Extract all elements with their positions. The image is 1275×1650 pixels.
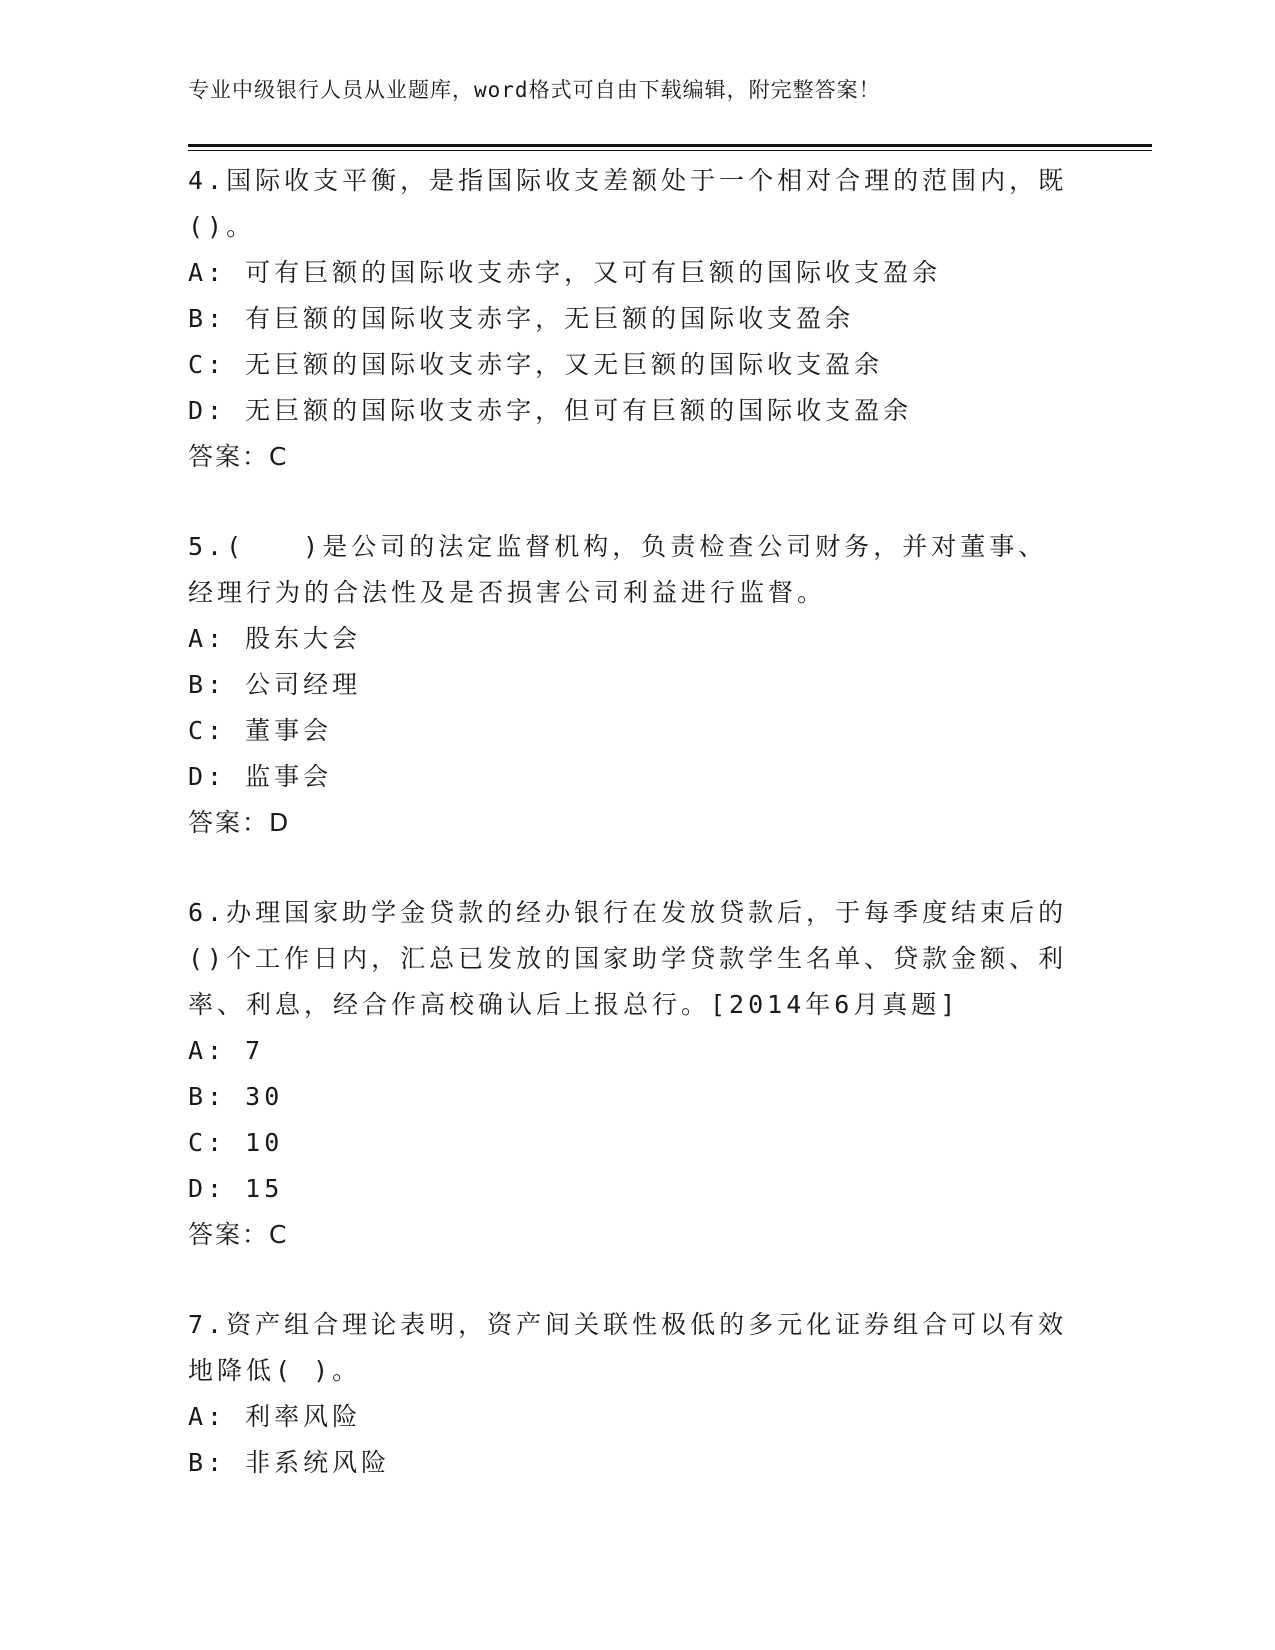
header-rule-thick bbox=[188, 144, 1152, 147]
answer: 答案：C bbox=[188, 442, 289, 471]
question-stem: 6.办理国家助学金贷款的经办银行在发放贷款后，于每季度结束后的()个工作日内，汇总已发放的国家助学贷款学生名单、贷款金额、利率、利息，经合作高校确认后上报总行。[2014年6月真题] bbox=[188, 898, 1068, 1019]
option-b: B: 非系统风险 bbox=[188, 1448, 391, 1477]
question-stem: 7.资产组合理论表明，资产间关联性极低的多元化证券组合可以有效地降低( )。 bbox=[188, 1310, 1068, 1385]
question-7 bbox=[188, 1302, 1068, 1486]
option-a: A: 股东大会 bbox=[188, 624, 362, 653]
page-header: 专业中级银行人员从业题库，word格式可自由下载编辑，附完整答案！ bbox=[188, 78, 881, 102]
option-c: C: 无巨额的国际收支赤字，又无巨额的国际收支盈余 bbox=[188, 350, 884, 379]
question-stem: 5.( )是公司的法定监督机构，负责检查公司财务，并对董事、经理行为的合法性及是否损害公司利益进行监督。 bbox=[188, 532, 1048, 607]
option-c: C: 10 bbox=[188, 1128, 284, 1157]
option-a: A: 7 bbox=[188, 1036, 265, 1065]
option-a: A: 利率风险 bbox=[188, 1402, 362, 1431]
answer: 答案：D bbox=[188, 808, 291, 837]
option-b: B: 30 bbox=[188, 1082, 284, 1111]
option-b: B: 公司经理 bbox=[188, 670, 362, 699]
option-d: D: 监事会 bbox=[188, 762, 333, 791]
option-a: A: 可有巨额的国际收支赤字，又可有巨额的国际收支盈余 bbox=[188, 258, 942, 287]
question-list bbox=[188, 158, 1068, 1486]
header-rule-thin bbox=[188, 150, 1152, 151]
option-b: B: 有巨额的国际收支赤字，无巨额的国际收支盈余 bbox=[188, 304, 855, 333]
option-d: D: 15 bbox=[188, 1174, 284, 1203]
option-c: C: 董事会 bbox=[188, 716, 333, 745]
question-5 bbox=[188, 524, 1068, 846]
question-6 bbox=[188, 890, 1068, 1258]
option-d: D: 无巨额的国际收支赤字，但可有巨额的国际收支盈余 bbox=[188, 396, 913, 425]
question-stem: 4.国际收支平衡，是指国际收支差额处于一个相对合理的范围内，既()。 bbox=[188, 166, 1068, 241]
question-4 bbox=[188, 158, 1068, 480]
answer: 答案：C bbox=[188, 1220, 289, 1249]
